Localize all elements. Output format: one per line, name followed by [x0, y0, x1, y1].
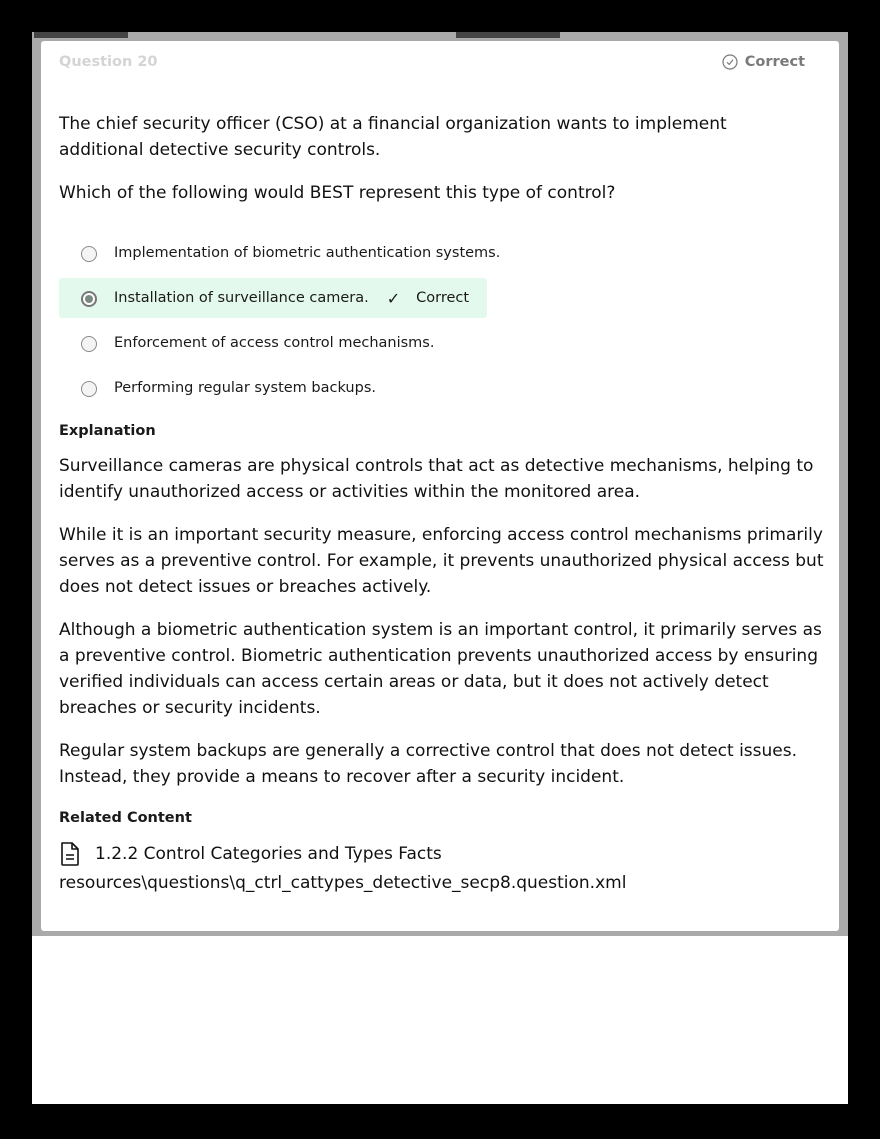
explanation-heading: Explanation [59, 423, 156, 439]
option-label: Installation of surveillance camera. [114, 290, 369, 306]
option-access-control[interactable] [59, 323, 452, 363]
question-number: Question 20 [59, 54, 158, 70]
radio-button[interactable] [81, 381, 97, 397]
explanation-paragraph: While it is an important security measure, enforcing access control mechanisms primarily serves as a preventive control. For example, it prevents unauthorized physical access but does not detect issues or breaches actively. [59, 525, 824, 597]
option-biometric[interactable] [59, 233, 518, 273]
radio-button[interactable] [81, 336, 97, 352]
option-backups[interactable] [59, 368, 394, 408]
prompt-scenario: The chief security officer (CSO) at a financial organization wants to implement additional detective security controls. [59, 114, 727, 160]
explanation-paragraph: Surveillance cameras are physical controls that act as detective mechanisms, helping to identify unauthorized access or activities within the monitored area. [59, 456, 814, 502]
explanation-body [59, 453, 829, 807]
related-link-label: 1.2.2 Control Categories and Types Facts [95, 844, 442, 864]
checkmark-icon: ✓ [386, 288, 401, 308]
option-label: Performing regular system backups. [114, 380, 376, 396]
radio-button-selected[interactable] [81, 291, 97, 307]
document-icon [59, 841, 81, 867]
check-circle-icon [722, 54, 738, 70]
clipped-header-fragment [34, 32, 128, 38]
answer-options [59, 233, 819, 413]
explanation-paragraph: Although a biometric authentication system is an important control, it primarily serves as a preventive control. Biometric authentication prevents unauthorized access by ensuring verified individuals can access certain areas or data, but it does not actively detect breaches or security incidents. [59, 620, 822, 718]
explanation-paragraph: Regular system backups are generally a corrective control that does not detect issues. Instead, they provide a means to recover after a security incident. [59, 741, 797, 787]
result-status [722, 54, 805, 70]
option-surveillance-camera[interactable] [59, 278, 487, 318]
status-label: Correct [744, 54, 805, 70]
question-file-path: resources\questions\q_ctrl_cattypes_detective_secp8.question.xml [59, 873, 627, 893]
clipped-header-fragment [456, 32, 560, 38]
related-content-heading: Related Content [59, 810, 192, 826]
prompt-question: Which of the following would BEST represent this type of control? [59, 183, 616, 203]
feedback-label: Correct [416, 290, 470, 306]
correct-feedback [387, 289, 469, 308]
question-prompt [59, 111, 799, 223]
radio-button[interactable] [81, 246, 97, 262]
related-content-link[interactable] [59, 841, 442, 867]
option-label: Implementation of biometric authentication systems. [114, 245, 501, 261]
option-label: Enforcement of access control mechanisms. [114, 335, 435, 351]
question-card [40, 40, 840, 932]
